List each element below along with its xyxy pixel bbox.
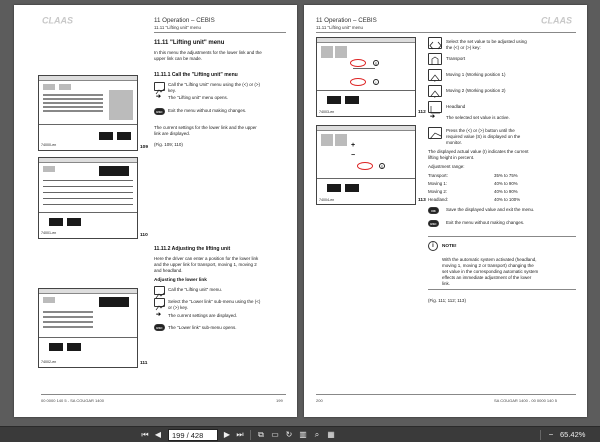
footer-doc-code: 00 0000 140 5 - SA COUGAR 1400 xyxy=(41,398,104,403)
tyre-graphic xyxy=(117,132,131,140)
screen-block xyxy=(43,84,55,90)
toolbar-separator xyxy=(250,430,251,440)
esc-key-icon: ESC xyxy=(428,220,439,227)
range-name: Moving 1: xyxy=(428,181,448,186)
prev-page-button[interactable]: ◀ xyxy=(154,430,162,439)
current-settings-2: link are displayed. xyxy=(154,131,191,136)
set-value-marker xyxy=(350,59,366,67)
header-rule xyxy=(316,32,576,33)
subsection-heading-1: 11.11.1 Call the "Lifting unit" menu xyxy=(154,72,238,78)
tyre-graphic xyxy=(327,96,341,104)
screen-stripe xyxy=(43,311,93,313)
thumbnail-icon[interactable]: ▦ xyxy=(327,430,335,439)
rotate-icon[interactable]: ↻ xyxy=(285,430,293,439)
actual-value-1: The displayed actual value (I) indicates the current xyxy=(428,149,529,154)
headland-icon xyxy=(428,101,442,113)
select-set-1: Select the set value to be adjusted using xyxy=(446,39,527,44)
screen-rule xyxy=(43,192,133,193)
note-line-4: effects an immediate adjustment of the lower xyxy=(442,275,532,280)
actual-value-marker xyxy=(350,78,366,86)
esc2-text: The "Lower link" sub-menu opens. xyxy=(168,325,237,330)
figure-112 xyxy=(316,37,416,117)
screen-status-bar xyxy=(39,76,137,81)
hand-icon xyxy=(154,286,165,295)
next-page-button[interactable]: ▶ xyxy=(223,430,231,439)
screen-block xyxy=(59,84,71,90)
figure-code: 74004-en xyxy=(319,198,335,202)
header-subtitle: 11.11 "Lifting unit" menu xyxy=(316,25,363,30)
section-heading: 11.11 "Lifting unit" menu xyxy=(154,40,225,46)
screen-stripe xyxy=(43,110,103,112)
right-page xyxy=(304,5,587,417)
save-text: Save the displayed value and exit the menu. xyxy=(446,207,535,212)
screen-rule xyxy=(43,198,133,199)
screen-stripe xyxy=(43,321,93,323)
range-name: Transport: xyxy=(428,173,448,178)
svg-text:CLAAS: CLAAS xyxy=(541,15,572,25)
select-set-2: the (<) or (>) key: xyxy=(446,45,481,50)
actual-value-2: lifting height in percent. xyxy=(428,155,475,160)
intro-line-2: upper link can be made. xyxy=(154,56,203,61)
screen-status-bar xyxy=(317,38,415,43)
adjust-intro-2: and the upper link for transport, moving 1, moving 2 xyxy=(154,262,257,267)
esc1-text: Exit the menu without making changes. xyxy=(168,108,247,113)
first-page-button[interactable]: ⏮ xyxy=(141,430,149,439)
note-line-5: link. xyxy=(442,281,451,286)
tyre-graphic xyxy=(345,96,359,104)
step3-line-2: or (>) key. xyxy=(168,305,189,310)
header-subtitle: 11.11 "Lifting unit" menu xyxy=(154,25,201,30)
figure-number: 109 xyxy=(140,145,149,150)
note-top-rule xyxy=(428,236,576,237)
press-key-1: Press the (<) or (>) button until the xyxy=(446,128,515,133)
left-page xyxy=(14,5,297,417)
page-number: 199 xyxy=(276,398,283,403)
claas-logo xyxy=(41,15,77,25)
screen-rule xyxy=(39,337,137,338)
lower-link-heading: Adjusting the lower link xyxy=(154,277,207,282)
fig-ref: (Fig. 111; 112; 113) xyxy=(428,298,466,303)
footer-rule xyxy=(316,394,576,395)
tyre-graphic xyxy=(67,343,81,351)
press-key-2: required value (S) is displayed on the xyxy=(446,134,521,139)
figure-109 xyxy=(38,75,138,151)
viewer-toolbar xyxy=(0,426,600,442)
two-page-icon[interactable]: ▥ xyxy=(299,430,307,439)
current-settings-1: The current settings for the lower link and the upper xyxy=(154,125,257,130)
screen-block xyxy=(321,134,333,146)
claas-logo xyxy=(540,15,576,25)
moving2-icon xyxy=(428,85,442,97)
set-value-circle-s: S xyxy=(374,62,378,66)
page-number: 200 xyxy=(316,398,323,403)
screen-rule xyxy=(43,186,133,187)
note-line-2: moving 1, moving 2 or transport) changing the xyxy=(442,263,534,268)
tyre-graphic xyxy=(99,132,113,140)
range-value: 40% to 90% xyxy=(494,189,518,194)
set-active-text: The selected set value is active. xyxy=(446,115,510,120)
screen-status-bar xyxy=(39,158,137,163)
svg-text:2: 2 xyxy=(434,95,436,99)
set-value-marker xyxy=(357,162,373,170)
esc-key-icon: ESC xyxy=(154,108,165,115)
tyre-graphic xyxy=(67,218,81,226)
step3-result: The current settings are displayed. xyxy=(168,313,238,318)
screen-stripe xyxy=(43,102,103,104)
figure-111 xyxy=(38,288,138,368)
footer-doc-code: SA COUGAR 1400 - 00 0000 140 5 xyxy=(494,398,557,403)
zoom-out-button[interactable]: − xyxy=(548,430,554,439)
tyre-graphic xyxy=(345,184,359,192)
screen-rule xyxy=(39,124,137,125)
figure-113 xyxy=(316,125,416,205)
press-button-icon xyxy=(428,127,442,139)
figure-number: 111 xyxy=(140,361,148,366)
tyre-graphic xyxy=(49,218,63,226)
screen-stripe xyxy=(43,98,103,100)
intro-line-1: In this menu the adjustments for the lower link and the xyxy=(154,50,262,55)
footer-rule xyxy=(41,394,286,395)
range-value: 35% to 75% xyxy=(494,173,518,178)
screen-block xyxy=(335,46,347,58)
page-number-field[interactable]: 199 / 428 xyxy=(168,429,218,441)
legend-moving2: Moving 2 (Working position 2) xyxy=(446,88,506,93)
last-page-button[interactable]: ⏭ xyxy=(236,430,244,439)
figure-code: 74001-en xyxy=(41,231,57,235)
result-arrow-icon: ➔ xyxy=(156,312,162,318)
hand-icon xyxy=(154,298,165,307)
adjust-intro-3: and headland. xyxy=(154,268,183,273)
screen-rule xyxy=(317,178,415,179)
fig-ref-1: (Fig. 109; 110) xyxy=(154,142,183,147)
screen-rule xyxy=(39,212,137,213)
range-value: 40% to 100% xyxy=(494,197,521,202)
step3-line-1: Select the "Lower link" sub-menu using the (<) xyxy=(168,299,261,304)
legend-headland: Headland xyxy=(446,104,466,109)
screen-block xyxy=(43,166,55,172)
figure-code: 74002-en xyxy=(41,360,57,364)
search-icon[interactable]: ⌕ xyxy=(314,430,320,439)
note-bottom-rule xyxy=(428,289,576,290)
screen-rule xyxy=(43,204,133,205)
figure-code: 74003-en xyxy=(319,110,335,114)
result-arrow-icon: ➔ xyxy=(430,114,436,120)
step1-result: The "Lifting unit" menu opens. xyxy=(168,95,228,100)
screen-stripe xyxy=(43,326,93,328)
screen-rule xyxy=(43,180,133,181)
screen-rule xyxy=(317,90,415,91)
step1-line-1: Call the "Lifting Unit" menu using the (<) or (>) xyxy=(168,82,260,87)
screen-block xyxy=(321,46,333,58)
legend-transport: Transport xyxy=(446,56,466,61)
figure-number: 110 xyxy=(140,233,148,238)
step1-line-2: key. xyxy=(168,88,176,93)
fit-page-icon[interactable]: ⧉ xyxy=(258,430,264,439)
screen-status-bar xyxy=(39,289,137,294)
ok-key-icon: OK xyxy=(428,207,439,214)
arrows-selector-icon xyxy=(428,37,442,49)
minus-icon: − xyxy=(351,152,356,159)
result-arrow-icon: ➔ xyxy=(156,94,162,100)
svg-text:CLAAS: CLAAS xyxy=(42,15,73,25)
note-line-3: set value in the corresponding automatic system xyxy=(442,269,539,274)
adjust-intro-1: Here the driver can enter a position for the lower link xyxy=(154,256,259,261)
screen-block xyxy=(335,134,347,146)
screen-block xyxy=(43,297,55,303)
tyre-graphic xyxy=(49,343,63,351)
screen-header-graphic xyxy=(99,166,129,176)
figure-number: 113 xyxy=(418,198,426,203)
info-icon: i xyxy=(428,241,438,251)
screen-stripe xyxy=(43,316,93,318)
tyre-graphic xyxy=(327,184,341,192)
screen-header-graphic xyxy=(99,297,129,307)
svg-text:1: 1 xyxy=(434,79,436,83)
step2-text: Call the "Lifting unit" menu. xyxy=(168,287,222,292)
moving1-icon xyxy=(428,69,442,81)
range-name: Headland: xyxy=(428,197,449,202)
figure-110 xyxy=(38,157,138,239)
note-line-1: With the automatic system activated (headland, xyxy=(442,257,537,262)
connector-line xyxy=(353,68,375,69)
figure-code: 74000-en xyxy=(41,143,57,147)
screen-status-bar xyxy=(317,126,415,131)
note-title: NOTE! xyxy=(442,243,457,248)
transport-icon xyxy=(428,53,442,65)
zoom-level[interactable]: 65.42% xyxy=(560,430,586,439)
range-title: Adjustment range: xyxy=(428,164,465,169)
header-title: 11 Operation – CEBIS xyxy=(154,17,215,24)
actual-value-circle-i: I xyxy=(373,79,379,85)
header-title: 11 Operation – CEBIS xyxy=(316,17,377,24)
esc-key-icon: ESC xyxy=(154,324,165,331)
range-value: 40% to 90% xyxy=(494,181,518,186)
figure-number: 112 xyxy=(418,110,426,115)
press-key-3: monitor. xyxy=(446,140,463,145)
screen-panel xyxy=(109,90,133,120)
fit-width-icon[interactable]: ▭ xyxy=(271,430,279,439)
esc-text: Exit the menu without making changes. xyxy=(446,220,525,225)
range-name: Moving 2: xyxy=(428,189,448,194)
header-rule xyxy=(154,32,286,33)
toolbar-separator xyxy=(540,430,541,440)
screen-stripe xyxy=(43,94,103,96)
screen-stripe xyxy=(43,106,103,108)
hand-icon xyxy=(154,82,165,91)
subsection-heading-2: 11.11.2 Adjusting the lifting unit xyxy=(154,246,231,252)
legend-moving1: Moving 1 (Working position 1) xyxy=(446,72,506,77)
plus-icon: + xyxy=(351,142,356,149)
set-value-circle-s: S xyxy=(380,165,384,169)
